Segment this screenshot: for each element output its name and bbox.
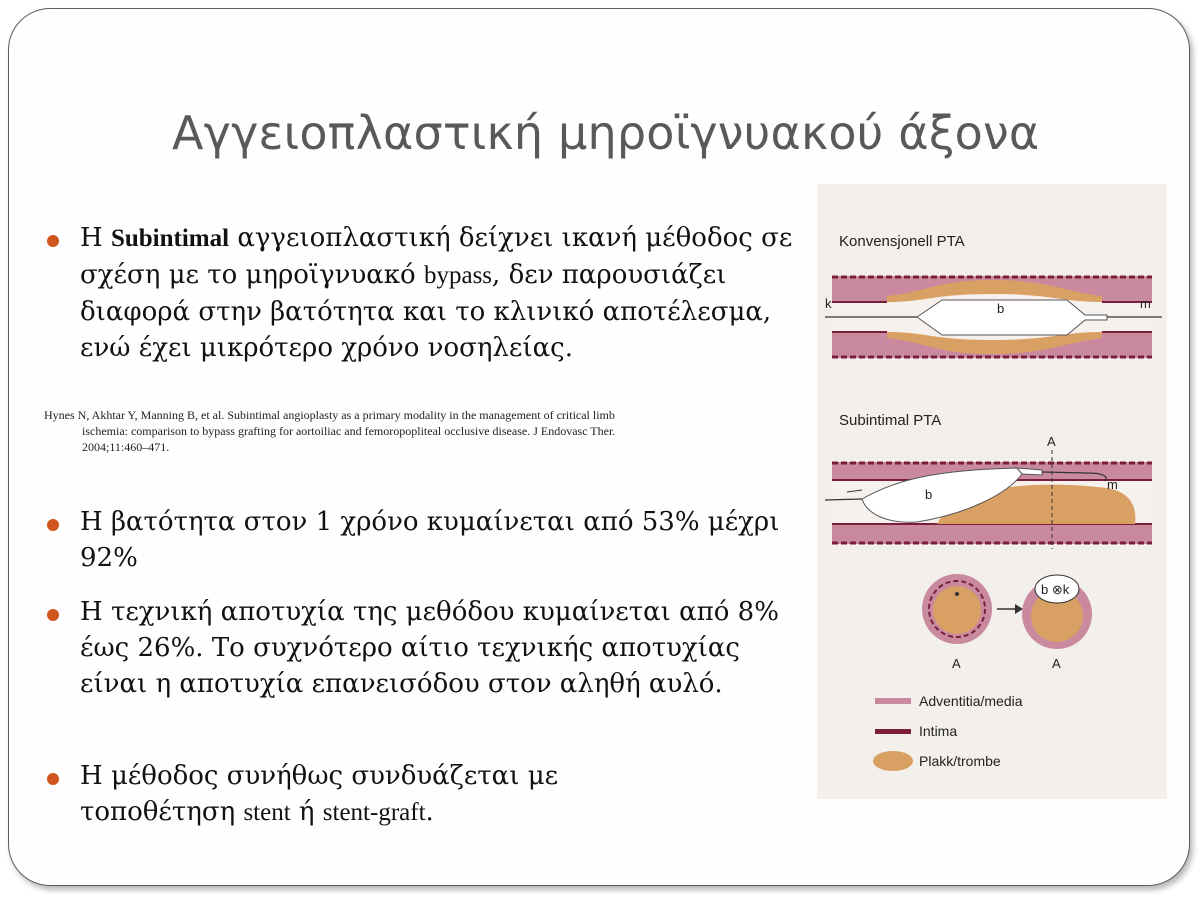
legend-label-media: Adventitia/media xyxy=(919,693,1023,709)
label-b: b xyxy=(925,487,933,502)
cross-section-before xyxy=(922,574,992,671)
panel-title-conventional: Konvensjonell PTA xyxy=(839,233,965,250)
bullet-text: Η βατότητα στον 1 χρόνο κυμαίνεται από 53% μέχρι 92% xyxy=(80,507,780,573)
bullet-subintimal xyxy=(80,220,800,366)
cross-section-after xyxy=(1022,575,1092,671)
bullet-patency xyxy=(80,504,780,576)
bullet-text: Η μέθοδος συνήθως συνδυάζεται με τοποθέτηση xyxy=(80,761,559,827)
arrow-head xyxy=(1015,604,1023,614)
bullet-text: , δεν παρουσιάζει διαφορά στην βατότητα και το κλινικό αποτέλεσμα, ενώ έχει μικρότερο χρόνο νοσηλείας. xyxy=(80,260,772,363)
bullet-text: Η τεχνική αποτυχία της μεθόδου κυμαίνεται από 8% έως 26%. Το συχνότερο αίτιο τεχνικής αποτυχίας είναι η αποτυχία επανεισόδου στον αληθή αυλό. xyxy=(80,597,779,699)
reference-citation xyxy=(44,407,764,455)
conventional-vessel xyxy=(825,276,1162,358)
bullet-latin-term: stent-graft xyxy=(322,799,426,826)
label-section-A: A xyxy=(1047,434,1056,449)
legend-label-intima: Intima xyxy=(919,723,958,739)
label-A-before: A xyxy=(952,656,961,671)
legend-swatch-intima xyxy=(875,729,911,734)
arrow-connector xyxy=(997,604,1023,614)
bullet-marker xyxy=(47,519,59,531)
bullet-marker xyxy=(47,235,59,247)
bullet-latin-term: bypass xyxy=(423,262,493,289)
reference-line: Hynes N, Akhtar Y, Manning B, et al. Subintimal angioplasty as a primary modality in the management of critical limb xyxy=(44,408,615,422)
pta-diagram xyxy=(817,184,1167,799)
legend-swatch-plaque xyxy=(873,751,913,771)
reference-line: 2004;11:460–471. xyxy=(82,440,170,454)
bullet-text: Η xyxy=(80,223,111,253)
label-b: b xyxy=(997,301,1005,316)
bullet-bold-term: Subintimal xyxy=(110,225,230,252)
reference-line: ischemia: comparison to bypass grafting for aortoiliac and femoropopliteal occlusive disease. J Endovasc Ther. xyxy=(82,424,616,438)
bullet-technical-failure xyxy=(80,594,800,702)
label-m: m xyxy=(1140,296,1151,311)
legend-swatch-media xyxy=(875,698,911,704)
panel-title-subintimal: Subintimal PTA xyxy=(839,412,942,429)
label-bk: b ⊗k xyxy=(1041,582,1070,597)
label-A-after: A xyxy=(1052,656,1061,671)
slide-title: Αγγειοπλαστική μηροϊγνυακού άξονα xyxy=(172,106,1040,160)
bullet-marker xyxy=(47,609,59,621)
legend xyxy=(873,693,1023,771)
pta-illustration xyxy=(817,184,1167,799)
bullet-text: αγγειοπλαστική δείχνει ικανή μέθοδος σε σχέση με το μηροϊγνυακό xyxy=(80,223,793,290)
legend-label-plaque: Plakk/trombe xyxy=(919,753,1001,769)
bullet-text: ή xyxy=(290,797,323,827)
bullet-stent xyxy=(80,758,720,831)
cross-section-wire xyxy=(955,592,959,596)
bullet-marker xyxy=(47,773,59,785)
subintimal-vessel xyxy=(825,450,1152,549)
label-m: m xyxy=(1107,477,1118,492)
bullet-latin-term: stent xyxy=(243,799,291,826)
bullet-text: . xyxy=(425,797,434,827)
label-k: k xyxy=(825,296,832,311)
